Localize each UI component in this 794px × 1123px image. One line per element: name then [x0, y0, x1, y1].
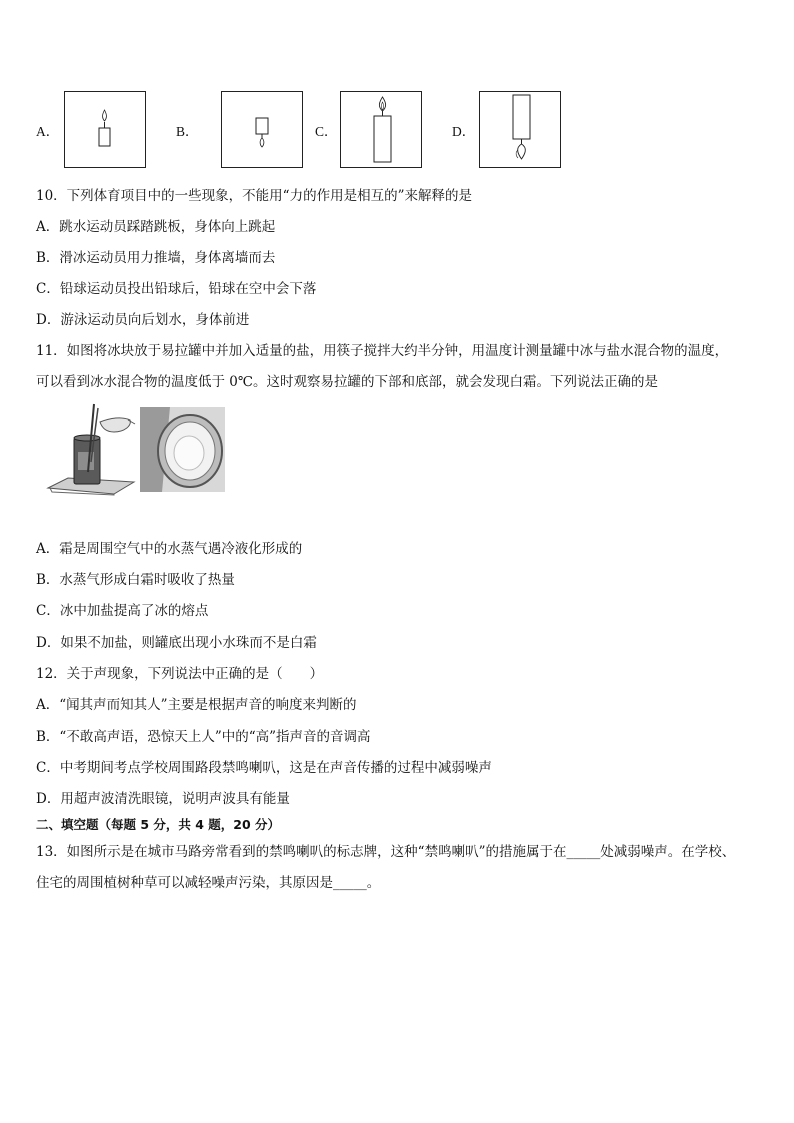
question-13-line-2: 住宅的周围植树种草可以减轻噪声污染，其原因是_____。 [36, 875, 381, 891]
option-b-label: B． [176, 124, 199, 139]
option-a-label: A． [36, 124, 60, 139]
question-11-stem-line-2: 可以看到冰水混合物的温度低于 0℃。这时观察易拉罐的下部和底部，就会发现白霜。下列说法正确的是 [36, 374, 658, 390]
can-bottom-frost-photo [140, 407, 225, 492]
question-12-option-c: C．中考期间考点学校周围路段禁鸣喇叭，这是在声音传播的过程中减弱噪声 [36, 760, 492, 776]
inverted-short-candle-icon [222, 92, 302, 167]
option-a-candle-figure [64, 91, 146, 168]
option-d-candle-figure [479, 91, 561, 168]
section-2-heading: 二、填空题（每题 5 分，共 4 题，20 分） [36, 817, 281, 832]
question-12-option-d: D．用超声波清洗眼镜，说明声波具有能量 [36, 791, 290, 807]
inverted-tall-candle-icon [480, 92, 560, 167]
question-10-option-d: D．游泳运动员向后划水，身体前进 [36, 312, 250, 328]
can-with-thermometer-photo [44, 402, 136, 496]
question-12-stem: 12．关于声现象，下列说法中正确的是（ ） [36, 666, 324, 682]
question-12-option-a: A．“闻其声而知其人”主要是根据声音的响度来判断的 [36, 697, 357, 713]
question-11-option-b: B．水蒸气形成白霜时吸收了热量 [36, 572, 235, 588]
tall-candle-icon [341, 92, 421, 167]
question-11-option-d: D．如果不加盐，则罐底出现小水珠而不是白霜 [36, 635, 317, 651]
option-b-candle-figure [221, 91, 303, 168]
short-candle-icon [65, 92, 145, 167]
question-11-stem-line-1: 11．如图将冰块放于易拉罐中并加入适量的盐，用筷子搅拌大约半分钟，用温度计测量罐中冰与盐水混合物的温度， [36, 343, 729, 359]
question-10-stem: 10．下列体育项目中的一些现象，不能用“力的作用是相互的”来解释的是 [36, 188, 472, 204]
question-13-line-1: 13．如图所示是在城市马路旁常看到的禁鸣喇叭的标志牌，这种“禁鸣喇叭”的措施属于在_____处减弱噪声。在学校、 [36, 844, 736, 860]
option-c-label: C． [315, 124, 338, 139]
question-10-option-c: C．铅球运动员投出铅球后，铅球在空中会下落 [36, 281, 317, 297]
question-12-option-b: B．“不敢高声语，恐惊天上人”中的“高”指声音的音调高 [36, 729, 371, 745]
option-d-label: D． [452, 124, 476, 139]
question-11-option-a: A．霜是周围空气中的水蒸气遇冷液化形成的 [36, 541, 303, 557]
option-c-candle-figure [340, 91, 422, 168]
question-11-option-c: C．冰中加盐提高了冰的熔点 [36, 603, 209, 619]
question-10-option-b: B．滑冰运动员用力推墙，身体离墙而去 [36, 250, 276, 266]
question-10-option-a: A．跳水运动员踩踏跳板，身体向上跳起 [36, 219, 276, 235]
